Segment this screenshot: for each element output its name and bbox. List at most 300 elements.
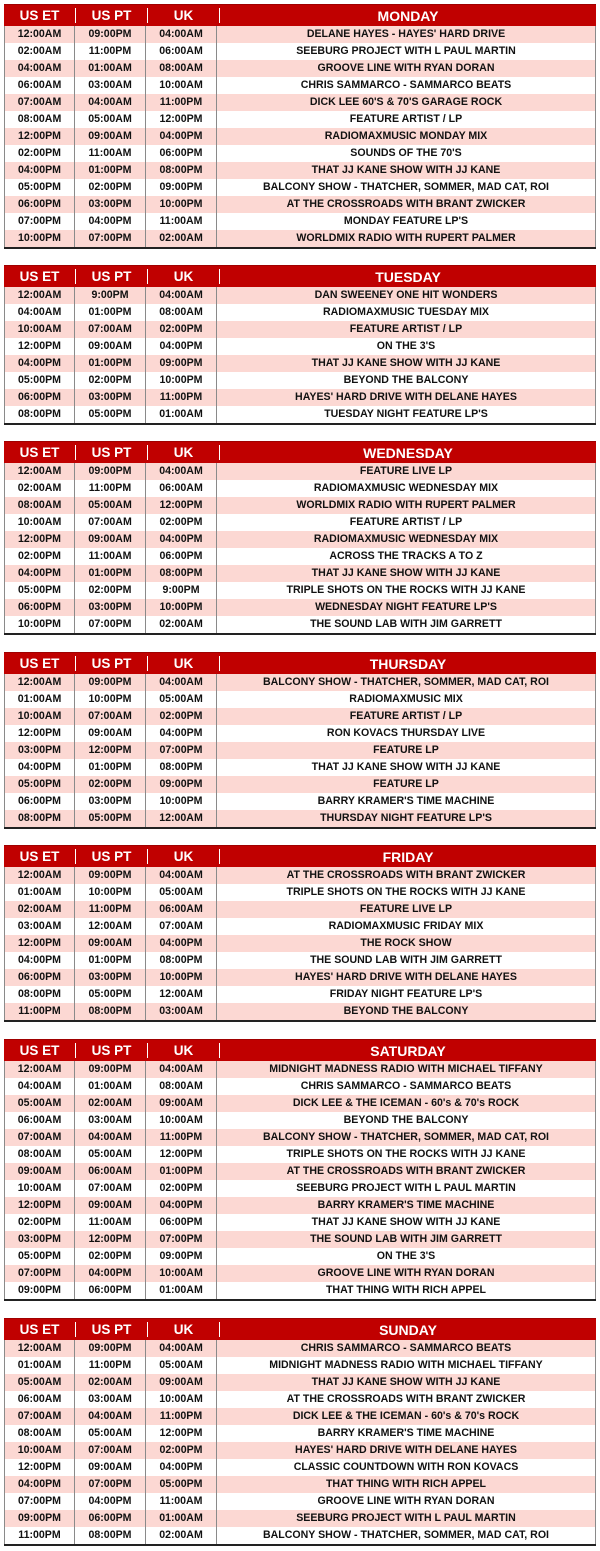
- show-name: ON THE 3'S: [217, 1248, 596, 1265]
- time-us-et: 12:00AM: [4, 674, 75, 691]
- time-us-pt: 09:00AM: [75, 935, 146, 952]
- day-rows: [4, 674, 596, 829]
- time-uk: 05:00PM: [146, 1476, 217, 1493]
- time-us-et: 08:00AM: [4, 1146, 75, 1163]
- time-uk: 04:00PM: [146, 725, 217, 742]
- time-us-pt: 04:00PM: [75, 1493, 146, 1510]
- table-row: [4, 1163, 596, 1180]
- col-header-uk: UK: [148, 8, 220, 23]
- time-uk: 02:00PM: [146, 514, 217, 531]
- time-us-pt: 09:00AM: [75, 725, 146, 742]
- time-uk: 09:00PM: [146, 1248, 217, 1265]
- time-us-et: 05:00AM: [4, 1095, 75, 1112]
- table-row: [4, 1408, 596, 1425]
- show-name: TRIPLE SHOTS ON THE ROCKS WITH JJ KANE: [217, 884, 596, 901]
- table-row: [4, 196, 596, 213]
- time-us-pt: 01:00PM: [75, 355, 146, 372]
- time-us-pt: 05:00PM: [75, 986, 146, 1003]
- day-title: WEDNESDAY: [363, 444, 453, 461]
- show-name: TRIPLE SHOTS ON THE ROCKS WITH JJ KANE: [217, 582, 596, 599]
- time-us-et: 08:00AM: [4, 111, 75, 128]
- time-us-et: 08:00AM: [4, 497, 75, 514]
- time-us-et: 02:00AM: [4, 480, 75, 497]
- time-uk: 10:00PM: [146, 372, 217, 389]
- time-us-et: 12:00PM: [4, 531, 75, 548]
- day-block-sunday: [4, 1318, 596, 1546]
- time-us-et: 08:00PM: [4, 406, 75, 423]
- time-uk: 11:00AM: [146, 213, 217, 230]
- time-us-pt: 03:00PM: [75, 969, 146, 986]
- time-us-et: 01:00AM: [4, 884, 75, 901]
- time-us-et: 12:00AM: [4, 287, 75, 304]
- time-uk: 06:00PM: [146, 145, 217, 162]
- show-name: THE ROCK SHOW: [217, 935, 596, 952]
- time-us-pt: 09:00PM: [75, 674, 146, 691]
- time-uk: 01:00PM: [146, 1163, 217, 1180]
- time-uk: 04:00AM: [146, 287, 217, 304]
- time-us-et: 04:00AM: [4, 60, 75, 77]
- show-name: RADIOMAXMUSIC MIX: [217, 691, 596, 708]
- time-us-pt: 11:00AM: [75, 145, 146, 162]
- table-row: [4, 759, 596, 776]
- table-row: [4, 708, 596, 725]
- time-us-pt: 09:00PM: [75, 1340, 146, 1357]
- table-row: [4, 94, 596, 111]
- day-header: [4, 652, 596, 674]
- time-us-et: 07:00PM: [4, 1493, 75, 1510]
- time-us-pt: 11:00AM: [75, 1214, 146, 1231]
- table-row: [4, 111, 596, 128]
- time-uk: 04:00PM: [146, 935, 217, 952]
- table-row: [4, 1476, 596, 1493]
- table-row: [4, 1391, 596, 1408]
- table-row: [4, 952, 596, 969]
- time-us-pt: 06:00PM: [75, 1510, 146, 1527]
- show-name: GROOVE LINE WITH RYAN DORAN: [217, 1493, 596, 1510]
- time-us-pt: 09:00AM: [75, 128, 146, 145]
- time-us-et: 03:00PM: [4, 1231, 75, 1248]
- time-us-et: 02:00AM: [4, 901, 75, 918]
- time-uk: 08:00PM: [146, 952, 217, 969]
- time-us-et: 10:00AM: [4, 1442, 75, 1459]
- show-name: HAYES' HARD DRIVE WITH DELANE HAYES: [217, 389, 596, 406]
- time-us-et: 04:00PM: [4, 1476, 75, 1493]
- time-uk: 12:00PM: [146, 497, 217, 514]
- table-row: [4, 1129, 596, 1146]
- time-us-pt: 12:00AM: [75, 918, 146, 935]
- show-name: FEATURE LP: [217, 742, 596, 759]
- time-us-et: 05:00PM: [4, 372, 75, 389]
- time-uk: 10:00AM: [146, 77, 217, 94]
- show-name: RADIOMAXMUSIC TUESDAY MIX: [217, 304, 596, 321]
- time-uk: 01:00AM: [146, 1282, 217, 1299]
- table-row: [4, 514, 596, 531]
- time-uk: 04:00PM: [146, 338, 217, 355]
- day-block-thursday: [4, 652, 596, 829]
- time-uk: 12:00PM: [146, 111, 217, 128]
- time-uk: 10:00AM: [146, 1112, 217, 1129]
- time-uk: 10:00PM: [146, 599, 217, 616]
- day-title: FRIDAY: [382, 848, 434, 865]
- show-name: FEATURE ARTIST / LP: [217, 111, 596, 128]
- show-name: MIDNIGHT MADNESS RADIO WITH MICHAEL TIFFANY: [217, 1061, 596, 1078]
- time-us-et: 03:00AM: [4, 918, 75, 935]
- time-us-et: 06:00PM: [4, 196, 75, 213]
- col-header-us-pt: US PT: [76, 1322, 148, 1337]
- time-us-pt: 12:00PM: [75, 742, 146, 759]
- table-row: [4, 463, 596, 480]
- table-row: [4, 616, 596, 633]
- show-name: SEEBURG PROJECT WITH L PAUL MARTIN: [217, 1510, 596, 1527]
- show-name: RADIOMAXMUSIC WEDNESDAY MIX: [217, 531, 596, 548]
- time-us-pt: 01:00PM: [75, 304, 146, 321]
- table-row: [4, 884, 596, 901]
- table-row: [4, 776, 596, 793]
- col-header-uk: UK: [148, 849, 220, 864]
- time-us-pt: 10:00PM: [75, 884, 146, 901]
- time-uk: 04:00PM: [146, 531, 217, 548]
- show-name: TRIPLE SHOTS ON THE ROCKS WITH JJ KANE: [217, 1146, 596, 1163]
- time-us-et: 10:00PM: [4, 616, 75, 633]
- time-us-et: 01:00AM: [4, 1357, 75, 1374]
- time-uk: 06:00AM: [146, 43, 217, 60]
- time-uk: 11:00AM: [146, 1493, 217, 1510]
- time-us-pt: 07:00AM: [75, 514, 146, 531]
- time-us-et: 12:00PM: [4, 725, 75, 742]
- time-uk: 04:00AM: [146, 1061, 217, 1078]
- time-uk: 9:00PM: [146, 582, 217, 599]
- time-us-pt: 07:00AM: [75, 708, 146, 725]
- time-us-pt: 04:00AM: [75, 1408, 146, 1425]
- table-row: [4, 599, 596, 616]
- col-header-uk: UK: [148, 1322, 220, 1337]
- show-name: THAT THING WITH RICH APPEL: [217, 1476, 596, 1493]
- time-us-et: 04:00PM: [4, 759, 75, 776]
- time-uk: 04:00AM: [146, 463, 217, 480]
- show-name: THAT JJ KANE SHOW WITH JJ KANE: [217, 1214, 596, 1231]
- table-row: [4, 582, 596, 599]
- time-us-et: 02:00PM: [4, 1214, 75, 1231]
- show-name: FRIDAY NIGHT FEATURE LP'S: [217, 986, 596, 1003]
- time-uk: 09:00AM: [146, 1095, 217, 1112]
- time-us-pt: 11:00AM: [75, 548, 146, 565]
- time-us-et: 06:00AM: [4, 77, 75, 94]
- show-name: HAYES' HARD DRIVE WITH DELANE HAYES: [217, 969, 596, 986]
- col-header-us-et: US ET: [4, 1043, 76, 1058]
- time-us-pt: 03:00AM: [75, 1112, 146, 1129]
- time-us-pt: 09:00PM: [75, 26, 146, 43]
- time-uk: 05:00AM: [146, 884, 217, 901]
- time-us-pt: 03:00PM: [75, 599, 146, 616]
- table-row: [4, 389, 596, 406]
- table-row: [4, 531, 596, 548]
- time-uk: 04:00AM: [146, 1340, 217, 1357]
- time-uk: 02:00PM: [146, 1442, 217, 1459]
- show-name: THAT JJ KANE SHOW WITH JJ KANE: [217, 1374, 596, 1391]
- time-uk: 06:00PM: [146, 1214, 217, 1231]
- day-header: [4, 1318, 596, 1340]
- time-us-et: 06:00PM: [4, 793, 75, 810]
- time-uk: 04:00AM: [146, 674, 217, 691]
- col-header-us-pt: US PT: [76, 849, 148, 864]
- table-row: [4, 565, 596, 582]
- col-header-us-pt: US PT: [76, 445, 148, 460]
- day-block-friday: [4, 845, 596, 1022]
- time-us-et: 04:00PM: [4, 565, 75, 582]
- table-row: [4, 321, 596, 338]
- table-row: [4, 867, 596, 884]
- day-title: MONDAY: [377, 7, 439, 24]
- show-name: BARRY KRAMER'S TIME MACHINE: [217, 1425, 596, 1442]
- table-row: [4, 918, 596, 935]
- time-us-pt: 06:00PM: [75, 1282, 146, 1299]
- time-us-pt: 11:00PM: [75, 43, 146, 60]
- time-us-pt: 01:00AM: [75, 60, 146, 77]
- show-name: BALCONY SHOW - THATCHER, SOMMER, MAD CAT, ROI: [217, 674, 596, 691]
- time-us-et: 05:00PM: [4, 776, 75, 793]
- time-us-et: 04:00PM: [4, 162, 75, 179]
- time-us-et: 12:00PM: [4, 935, 75, 952]
- time-us-et: 07:00AM: [4, 94, 75, 111]
- day-header: [4, 1039, 596, 1061]
- time-us-pt: 01:00PM: [75, 565, 146, 582]
- time-uk: 12:00AM: [146, 810, 217, 827]
- col-header-uk: UK: [148, 269, 220, 284]
- time-us-pt: 08:00PM: [75, 1003, 146, 1020]
- time-us-et: 08:00PM: [4, 810, 75, 827]
- time-us-et: 07:00PM: [4, 213, 75, 230]
- day-rows: [4, 26, 596, 249]
- show-name: BARRY KRAMER'S TIME MACHINE: [217, 793, 596, 810]
- show-name: DAN SWEENEY ONE HIT WONDERS: [217, 287, 596, 304]
- table-row: [4, 26, 596, 43]
- show-name: THAT JJ KANE SHOW WITH JJ KANE: [217, 759, 596, 776]
- col-header-us-et: US ET: [4, 1322, 76, 1337]
- table-row: [4, 742, 596, 759]
- table-row: [4, 372, 596, 389]
- time-us-pt: 05:00PM: [75, 406, 146, 423]
- time-us-pt: 02:00PM: [75, 372, 146, 389]
- time-us-pt: 12:00PM: [75, 1231, 146, 1248]
- table-row: [4, 810, 596, 827]
- time-us-pt: 09:00AM: [75, 1459, 146, 1476]
- table-row: [4, 43, 596, 60]
- time-us-pt: 05:00AM: [75, 497, 146, 514]
- time-uk: 02:00PM: [146, 1180, 217, 1197]
- time-us-et: 04:00PM: [4, 355, 75, 372]
- show-name: BALCONY SHOW - THATCHER, SOMMER, MAD CAT, ROI: [217, 1527, 596, 1544]
- time-uk: 02:00AM: [146, 1527, 217, 1544]
- time-us-et: 11:00PM: [4, 1003, 75, 1020]
- time-uk: 06:00AM: [146, 480, 217, 497]
- day-header: [4, 441, 596, 463]
- show-name: ON THE 3'S: [217, 338, 596, 355]
- table-row: [4, 162, 596, 179]
- time-us-pt: 05:00AM: [75, 1146, 146, 1163]
- time-us-et: 08:00AM: [4, 1425, 75, 1442]
- show-name: BARRY KRAMER'S TIME MACHINE: [217, 1197, 596, 1214]
- table-row: [4, 1197, 596, 1214]
- show-name: RADIOMAXMUSIC MONDAY MIX: [217, 128, 596, 145]
- table-row: [4, 77, 596, 94]
- time-us-et: 12:00PM: [4, 1459, 75, 1476]
- table-row: [4, 213, 596, 230]
- table-row: [4, 725, 596, 742]
- time-us-et: 02:00PM: [4, 548, 75, 565]
- day-title: THURSDAY: [369, 655, 447, 672]
- show-name: RADIOMAXMUSIC WEDNESDAY MIX: [217, 480, 596, 497]
- show-name: THE SOUND LAB WITH JIM GARRETT: [217, 952, 596, 969]
- time-us-pt: 09:00AM: [75, 338, 146, 355]
- show-name: BEYOND THE BALCONY: [217, 1112, 596, 1129]
- show-name: THURSDAY NIGHT FEATURE LP'S: [217, 810, 596, 827]
- time-us-pt: 09:00PM: [75, 867, 146, 884]
- table-row: [4, 128, 596, 145]
- time-us-et: 05:00AM: [4, 1374, 75, 1391]
- table-row: [4, 497, 596, 514]
- show-name: THAT JJ KANE SHOW WITH JJ KANE: [217, 355, 596, 372]
- show-name: RON KOVACS THURSDAY LIVE: [217, 725, 596, 742]
- time-uk: 12:00PM: [146, 1146, 217, 1163]
- time-us-pt: 07:00AM: [75, 321, 146, 338]
- time-us-et: 12:00AM: [4, 26, 75, 43]
- time-uk: 08:00PM: [146, 759, 217, 776]
- day-header: [4, 265, 596, 287]
- time-us-et: 05:00PM: [4, 1248, 75, 1265]
- table-row: [4, 901, 596, 918]
- show-name: BALCONY SHOW - THATCHER, SOMMER, MAD CAT, ROI: [217, 179, 596, 196]
- day-title: SATURDAY: [370, 1042, 446, 1059]
- time-uk: 03:00AM: [146, 1003, 217, 1020]
- show-name: WORLDMIX RADIO WITH RUPERT PALMER: [217, 497, 596, 514]
- col-header-us-et: US ET: [4, 8, 76, 23]
- show-name: CLASSIC COUNTDOWN WITH RON KOVACS: [217, 1459, 596, 1476]
- day-rows: [4, 287, 596, 425]
- show-name: SOUNDS OF THE 70'S: [217, 145, 596, 162]
- time-us-et: 07:00AM: [4, 1408, 75, 1425]
- time-us-et: 06:00PM: [4, 389, 75, 406]
- time-us-pt: 07:00PM: [75, 1476, 146, 1493]
- time-uk: 11:00PM: [146, 389, 217, 406]
- show-name: DICK LEE & THE ICEMAN - 60's & 70's ROCK: [217, 1095, 596, 1112]
- table-row: [4, 355, 596, 372]
- time-us-et: 09:00AM: [4, 1163, 75, 1180]
- time-us-et: 06:00PM: [4, 599, 75, 616]
- day-rows: [4, 1061, 596, 1301]
- time-us-et: 04:00PM: [4, 952, 75, 969]
- time-uk: 01:00AM: [146, 406, 217, 423]
- time-us-pt: 07:00PM: [75, 230, 146, 247]
- time-us-et: 12:00PM: [4, 338, 75, 355]
- time-us-pt: 08:00PM: [75, 1527, 146, 1544]
- show-name: DELANE HAYES - HAYES' HARD DRIVE: [217, 26, 596, 43]
- time-uk: 09:00PM: [146, 179, 217, 196]
- table-row: [4, 1078, 596, 1095]
- table-row: [4, 1493, 596, 1510]
- time-us-et: 02:00AM: [4, 43, 75, 60]
- time-uk: 09:00PM: [146, 776, 217, 793]
- time-us-et: 04:00AM: [4, 304, 75, 321]
- time-uk: 11:00PM: [146, 1129, 217, 1146]
- time-us-pt: 02:00PM: [75, 179, 146, 196]
- time-uk: 04:00PM: [146, 1197, 217, 1214]
- time-us-pt: 02:00AM: [75, 1374, 146, 1391]
- table-row: [4, 1442, 596, 1459]
- col-header-uk: UK: [148, 445, 220, 460]
- time-us-et: 05:00PM: [4, 179, 75, 196]
- time-us-pt: 07:00PM: [75, 616, 146, 633]
- time-uk: 12:00PM: [146, 1425, 217, 1442]
- time-uk: 08:00PM: [146, 565, 217, 582]
- time-uk: 06:00PM: [146, 548, 217, 565]
- table-row: [4, 1061, 596, 1078]
- time-uk: 10:00AM: [146, 1265, 217, 1282]
- col-header-us-pt: US PT: [76, 1043, 148, 1058]
- show-name: AT THE CROSSROADS WITH BRANT ZWICKER: [217, 1163, 596, 1180]
- show-name: DICK LEE & THE ICEMAN - 60's & 70's ROCK: [217, 1408, 596, 1425]
- show-name: FEATURE LP: [217, 776, 596, 793]
- time-us-pt: 07:00AM: [75, 1442, 146, 1459]
- col-header-us-et: US ET: [4, 445, 76, 460]
- time-us-et: 02:00PM: [4, 145, 75, 162]
- time-us-pt: 09:00PM: [75, 463, 146, 480]
- col-header-us-pt: US PT: [76, 8, 148, 23]
- time-us-pt: 03:00PM: [75, 389, 146, 406]
- col-header-us-pt: US PT: [76, 656, 148, 671]
- table-row: [4, 60, 596, 77]
- day-rows: [4, 1340, 596, 1546]
- time-uk: 05:00AM: [146, 691, 217, 708]
- table-row: [4, 691, 596, 708]
- time-uk: 07:00PM: [146, 742, 217, 759]
- time-uk: 05:00AM: [146, 1357, 217, 1374]
- col-header-us-et: US ET: [4, 849, 76, 864]
- time-uk: 10:00PM: [146, 793, 217, 810]
- time-us-pt: 02:00PM: [75, 776, 146, 793]
- time-us-et: 07:00PM: [4, 1265, 75, 1282]
- time-uk: 10:00PM: [146, 969, 217, 986]
- time-us-pt: 07:00AM: [75, 1180, 146, 1197]
- day-header: [4, 845, 596, 867]
- time-us-pt: 06:00AM: [75, 1163, 146, 1180]
- time-us-pt: 01:00AM: [75, 1078, 146, 1095]
- show-name: THAT JJ KANE SHOW WITH JJ KANE: [217, 162, 596, 179]
- show-name: GROOVE LINE WITH RYAN DORAN: [217, 60, 596, 77]
- day-block-monday: [4, 4, 596, 249]
- col-header-us-et: US ET: [4, 269, 76, 284]
- show-name: MONDAY FEATURE LP'S: [217, 213, 596, 230]
- show-name: FEATURE ARTIST / LP: [217, 321, 596, 338]
- show-name: CHRIS SAMMARCO - SAMMARCO BEATS: [217, 77, 596, 94]
- time-us-et: 12:00AM: [4, 1061, 75, 1078]
- day-title: TUESDAY: [375, 268, 441, 285]
- time-uk: 04:00AM: [146, 867, 217, 884]
- time-us-et: 10:00AM: [4, 321, 75, 338]
- time-uk: 08:00PM: [146, 162, 217, 179]
- day-block-tuesday: [4, 265, 596, 425]
- time-uk: 07:00AM: [146, 918, 217, 935]
- time-us-et: 06:00PM: [4, 969, 75, 986]
- time-uk: 02:00PM: [146, 708, 217, 725]
- table-row: [4, 145, 596, 162]
- show-name: THE SOUND LAB WITH JIM GARRETT: [217, 616, 596, 633]
- table-row: [4, 1095, 596, 1112]
- show-name: FEATURE LIVE LP: [217, 463, 596, 480]
- time-us-pt: 03:00PM: [75, 196, 146, 213]
- table-row: [4, 1248, 596, 1265]
- show-name: WORLDMIX RADIO WITH RUPERT PALMER: [217, 230, 596, 247]
- day-block-wednesday: [4, 441, 596, 635]
